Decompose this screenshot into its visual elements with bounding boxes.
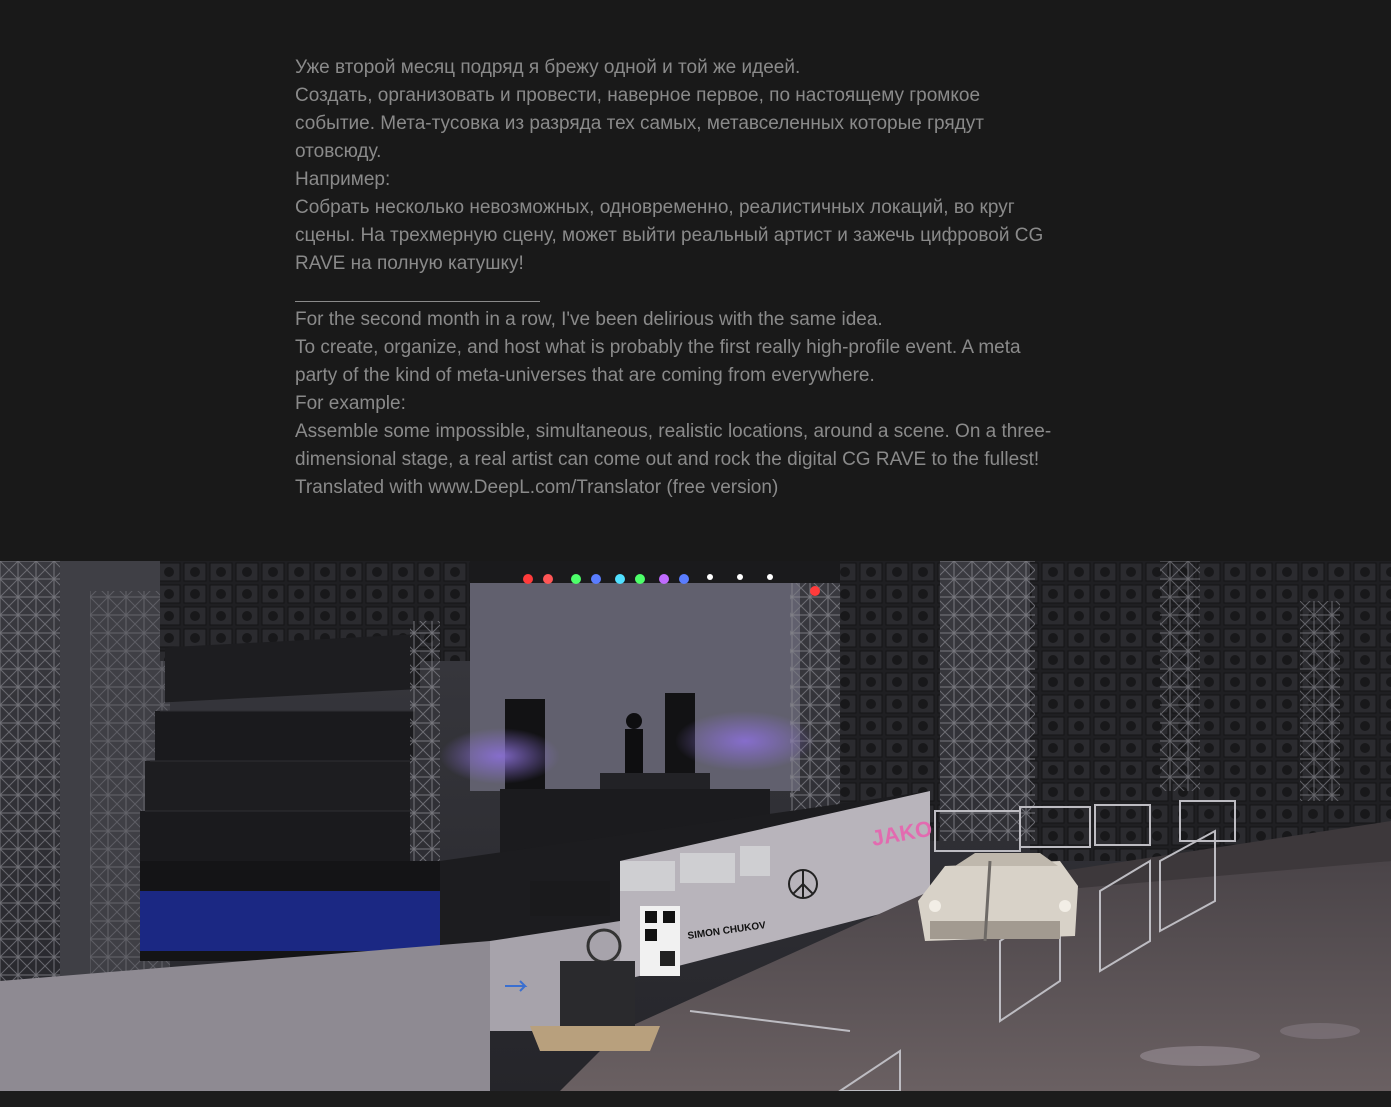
wooden-pallet	[530, 1026, 660, 1051]
text-divider	[295, 278, 1105, 306]
banner-simon-chukov: SIMON CHUKOV	[686, 920, 767, 942]
en-line-1: For the second month in a row, I've been delirious with the same idea.	[295, 309, 883, 330]
en-line-3: party of the kind of meta-universes that are coming from everywhere.	[295, 365, 875, 386]
ru-line-3: событие. Мета-тусовка из разряда тех самых, метавселенных которые грядут	[295, 113, 984, 134]
en-line-2: To create, organize, and host what is probably the first really high-profile event. A meta	[295, 337, 1021, 358]
dj-figure	[625, 729, 643, 774]
ru-line-7: сцены. На трехмерную сцену, может выйти реальный артист и зажечь цифровой CG	[295, 225, 1044, 246]
ru-line-5: Например:	[295, 169, 391, 190]
ru-line-6: Собрать несколько невозможных, одновременно, реалистичных локаций, во круг	[295, 197, 1015, 218]
en-line-7: Translated with www.DeepL.com/Translator (free version)	[295, 477, 779, 498]
ru-line-4: отовсюду.	[295, 141, 382, 162]
bottom-strip	[0, 1091, 1391, 1107]
equipment-crate	[560, 961, 635, 1026]
en-line-4: For example:	[295, 393, 406, 414]
left-speaker-array	[140, 634, 420, 866]
smoke-left	[440, 728, 560, 784]
graffiti-text: JAKO	[869, 815, 935, 851]
stage-illustration	[0, 561, 1391, 1091]
ru-line-1: Уже второй месяц подряд я брежу одной и той же идеей.	[295, 57, 801, 78]
ru-line-2: Создать, организовать и провести, наверное первое, по настоящему громкое	[295, 85, 981, 106]
post-text	[295, 54, 1105, 502]
en-line-6: dimensional stage, a real artist can come out and rock the digital CG RAVE to the fullest!	[295, 449, 1040, 470]
en-line-5: Assemble some impossible, simultaneous, realistic locations, around a scene. On a three-	[295, 421, 1052, 442]
smoke-right	[675, 711, 815, 771]
ru-line-8: RAVE на полную катушку!	[295, 253, 524, 274]
rave-stage-render	[0, 561, 1391, 1091]
